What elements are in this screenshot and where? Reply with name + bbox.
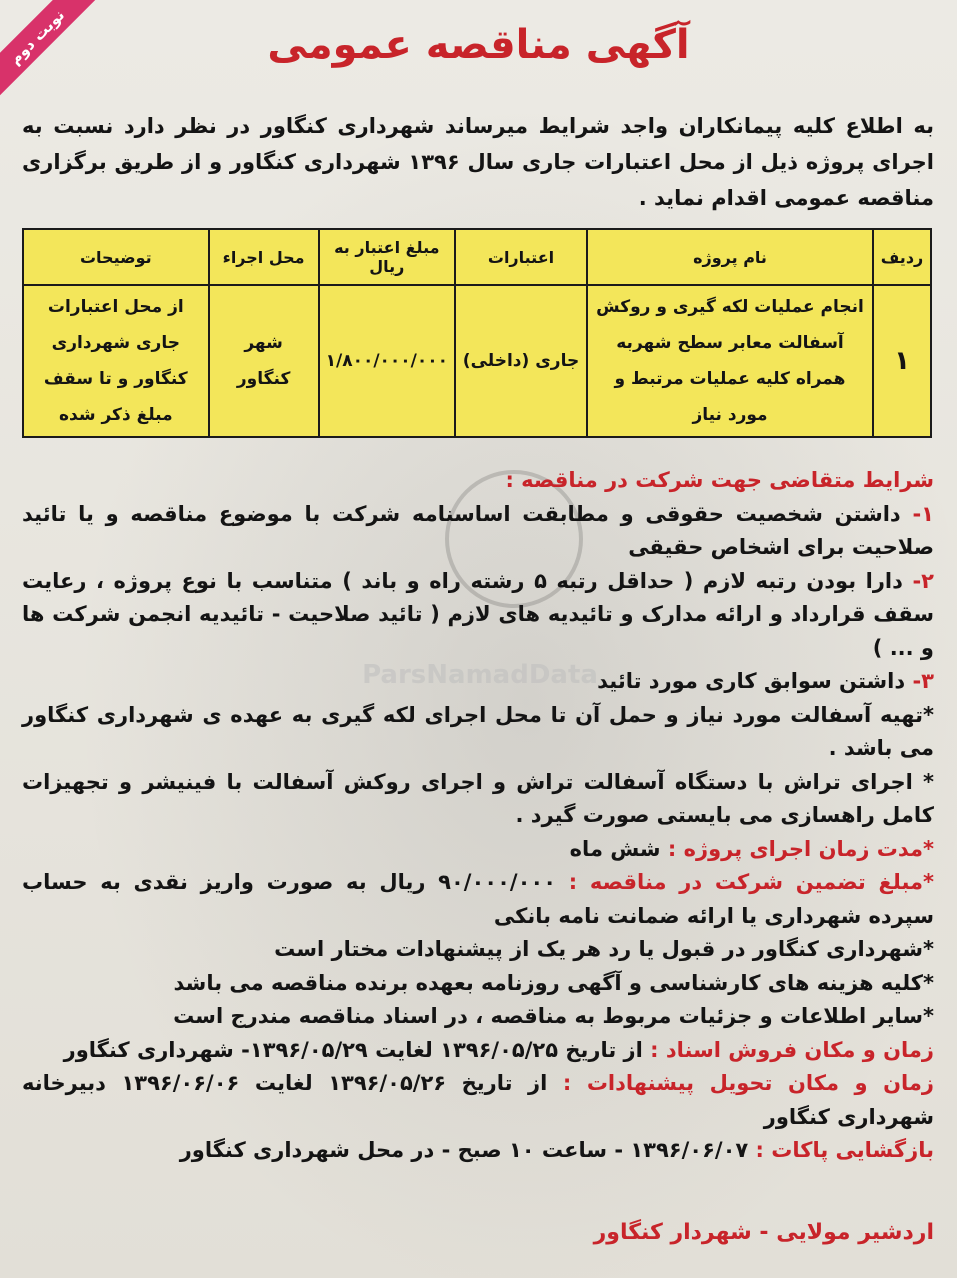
delivery-label: زمان و مکان تحویل پیشنهادات : bbox=[562, 1071, 934, 1095]
delivery-line bbox=[22, 1067, 934, 1134]
header-row-number: ردیف bbox=[873, 229, 931, 285]
condition-3-number: ۳- bbox=[912, 669, 934, 693]
cell-project-name: انجام عملیات لکه گیری و روکش آسفالت معابر سطح شهربه همراه کلیه عملیات مرتبط و مورد نیاز bbox=[587, 285, 873, 437]
tender-table bbox=[22, 228, 932, 438]
opening-line bbox=[22, 1134, 934, 1168]
guarantee-line bbox=[22, 866, 934, 933]
watermark: ParsNamadData bbox=[362, 660, 598, 690]
header-project-name: نام پروژه bbox=[587, 229, 873, 285]
table-header-row bbox=[23, 229, 931, 285]
note-accept-reject: *شهرداری کنگاور در قبول یا رد هر یک از پیشنهادات مختار است bbox=[274, 937, 934, 961]
condition-1-number: ۱- bbox=[912, 501, 934, 526]
sale-value: از تاریخ ۱۳۹۶/۰۵/۲۵ لغایت ۱۳۹۶/۰۵/۲۹- شهرداری کنگاور bbox=[63, 1037, 643, 1062]
table-row bbox=[23, 285, 931, 437]
opening-label: بازگشایی پاکات : bbox=[755, 1138, 934, 1162]
cell-row-number: ۱ bbox=[873, 285, 931, 437]
corner-ribbon: نوبت دوم bbox=[0, 0, 101, 101]
condition-1 bbox=[22, 498, 934, 565]
cell-credits: جاری (داخلی) bbox=[455, 285, 587, 437]
intro-paragraph: به اطلاع کلیه پیمانکاران واجد شرایط میرساند شهرداری کنگاور در نظر دارد نسبت به اجرای پروژه ذیل از محل اعتبارات جاری سال ۱۳۹۶ شهرداری کنگاور و از طریق برگزاری مناقصه عمومی اقدام نماید . bbox=[22, 114, 934, 210]
note-asphalt-supply: *تهیه آسفالت مورد نیاز و حمل آن تا محل اجرای لکه گیری به عهده ی شهرداری کنگاور می باشد . bbox=[22, 702, 934, 760]
note-milling: * اجرای تراش با دستگاه آسفالت تراش و اجرای روکش آسفالت با فینیشر و تجهیزات کامل راهسازی می بایستی صورت گیرد . bbox=[22, 769, 934, 827]
duration-value: شش ماه bbox=[569, 836, 661, 861]
condition-2 bbox=[22, 565, 934, 666]
condition-1-text: داشتن شخصیت حقوقی و مطابقت اساسنامه شرکت با موضوع مناقصه و یا تائید صلاحیت برای اشخاص حقیقی bbox=[22, 501, 934, 559]
conditions-section bbox=[22, 464, 934, 1168]
cell-amount: ۱/۸۰۰/۰۰۰/۰۰۰ bbox=[319, 285, 455, 437]
conditions-heading: شرایط متقاضی جهت شرکت در مناقصه : bbox=[505, 468, 934, 492]
header-location: محل اجراء bbox=[209, 229, 319, 285]
sale-label: زمان و مکان فروش اسناد : bbox=[650, 1037, 934, 1062]
signature: اردشیر مولایی - شهردار کنگاور bbox=[593, 1220, 934, 1245]
note-other-info: *سایر اطلاعات و جزئیات مربوط به مناقصه ، در اسناد مناقصه مندرج است bbox=[173, 1004, 934, 1028]
guarantee-label: *مبلغ تضمین شرکت در مناقصه : bbox=[568, 870, 935, 894]
sale-line bbox=[22, 1034, 934, 1068]
cell-description: از محل اعتبارات جاری شهرداری کنگاور و تا سقف مبلغ ذکر شده bbox=[23, 285, 209, 437]
condition-3-text: داشتن سوابق کاری مورد تائید bbox=[597, 669, 906, 693]
condition-3 bbox=[22, 665, 934, 699]
header-amount: مبلغ اعتبار به ریال bbox=[319, 229, 455, 285]
cell-location: شهر کنگاور bbox=[209, 285, 319, 437]
duration-label: *مدت زمان اجرای پروژه : bbox=[667, 836, 934, 861]
condition-2-text: دارا بودن رتبه لازم ( حداقل رتبه ۵ رشته راه و باند ) متناسب با نوع پروژه ، رعایت سقف قرارداد و ارائه مدارک و تائیدیه های لازم ( تائید صلاحیت - تائیدیه انجمن شرکت ها و ... ) bbox=[22, 568, 934, 660]
delivery-value: از تاریخ ۱۳۹۶/۰۵/۲۶ لغایت ۱۳۹۶/۰۶/۰۶ دبیرخانه شهرداری کنگاور bbox=[22, 1071, 934, 1129]
note-costs: *کلیه هزینه های کارشناسی و آگهی روزنامه بعهده برنده مناقصه می باشد bbox=[173, 970, 934, 995]
header-credits: اعتبارات bbox=[455, 229, 587, 285]
notice-title: آگهی مناقصه عمومی bbox=[267, 22, 690, 68]
duration-line bbox=[22, 833, 934, 867]
guarantee-value: ۹۰/۰۰۰/۰۰۰ ریال به صورت واریز نقدی به حساب سپرده شهرداری یا ارائه ضمانت نامه بانکی bbox=[22, 870, 934, 928]
opening-value: ۱۳۹۶/۰۶/۰۷ - ساعت ۱۰ صبح - در محل شهرداری کنگاور bbox=[179, 1138, 749, 1162]
condition-2-number: ۲- bbox=[912, 568, 934, 593]
header-description: توضیحات bbox=[23, 229, 209, 285]
